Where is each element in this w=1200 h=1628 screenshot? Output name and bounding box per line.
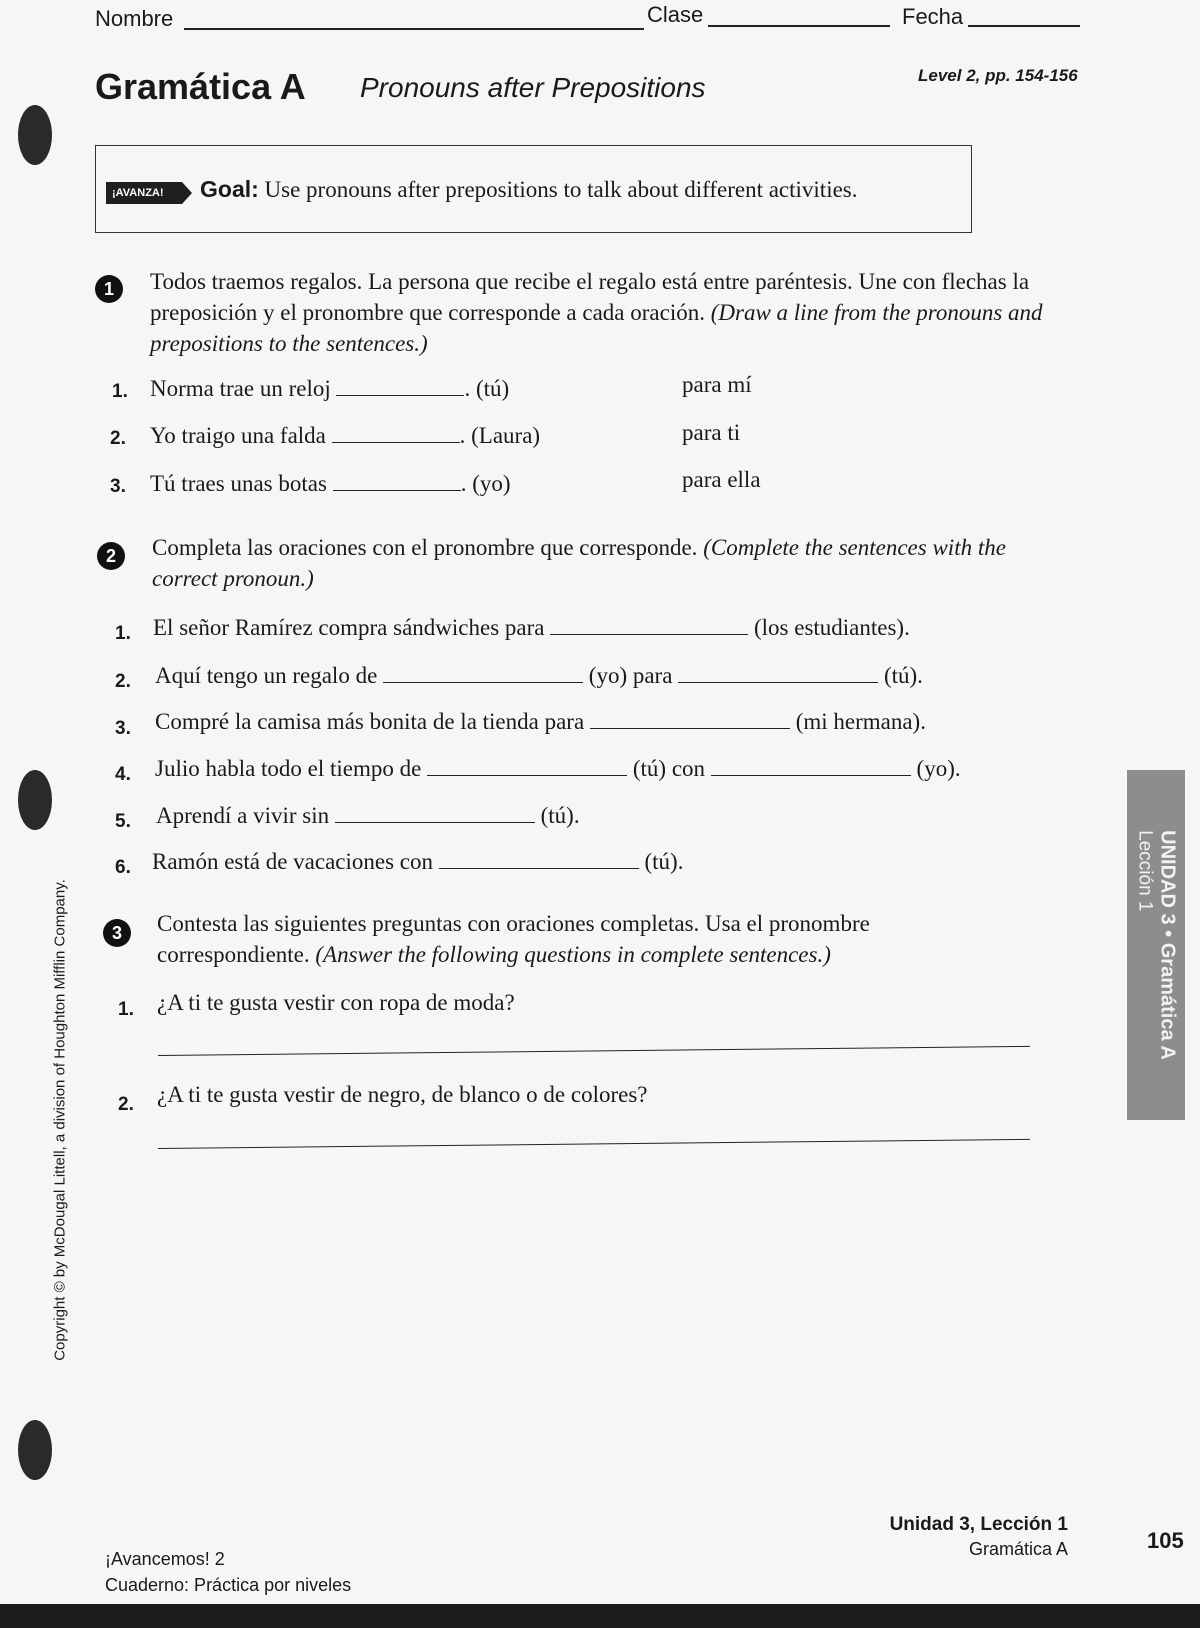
s1-item-blank[interactable] <box>332 422 460 443</box>
s3-item-question: ¿A ti te gusta vestir con ropa de moda? <box>157 990 515 1015</box>
binder-hole <box>18 105 52 165</box>
s2-item-blank[interactable] <box>427 755 627 776</box>
s1-item-sentence: Norma trae un reloj <box>150 376 331 401</box>
s3-answer-line[interactable] <box>158 1046 1030 1056</box>
s2-item-part: Ramón está de vacaciones con <box>152 849 433 874</box>
side-tab-unit: UNIDAD 3 • Gramática A <box>1156 830 1179 1060</box>
avanza-badge: ¡AVANZA! <box>106 182 182 204</box>
footer-unit: Unidad 3, Lección 1 <box>889 1514 1068 1535</box>
page-subtitle: Pronouns after Prepositions <box>360 72 706 103</box>
s2-item-blank[interactable] <box>439 848 639 869</box>
s2-item-part: (tú). <box>644 849 684 874</box>
s1-item-hint: . (Laura) <box>459 423 541 448</box>
s1-option[interactable]: para ti <box>682 420 741 445</box>
s2-item-blank[interactable] <box>335 802 535 823</box>
footer-unit-info <box>890 1512 1068 1561</box>
nombre-label: Nombre <box>95 6 174 31</box>
s2-item-number: 2. <box>115 671 131 692</box>
s2-item-part: (yo) para <box>588 663 673 688</box>
section-2-instruction-es: Completa las oraciones con el pronombre que corresponde. <box>152 535 698 560</box>
s3-item-number: 1. <box>118 999 134 1020</box>
fecha-label: Fecha <box>902 4 964 29</box>
s2-item-part: (los estudiantes). <box>753 615 910 640</box>
s1-item-number: 1. <box>112 381 128 402</box>
footer-book-info <box>105 1546 351 1598</box>
s1-option[interactable]: para ella <box>682 467 761 492</box>
side-tab-text <box>1134 830 1179 1060</box>
s2-item-blank[interactable] <box>711 755 911 776</box>
s1-item-number: 3. <box>110 476 126 497</box>
section-1-instruction-en: (Draw a line from the pronouns and prepositions to the sentences.) <box>150 300 1043 356</box>
section-2-instructions <box>152 532 1072 594</box>
s3-item-question: ¿A ti te gusta vestir de negro, de blanco o de colores? <box>157 1082 648 1107</box>
fecha-field[interactable] <box>968 25 1080 27</box>
s1-item-text <box>150 422 540 449</box>
s1-option[interactable]: para mí <box>682 372 752 397</box>
s1-item-hint: . (yo) <box>460 471 511 496</box>
footer-workbook-title: Cuaderno: Práctica por niveles <box>105 1575 352 1595</box>
s2-item-part: Aprendí a vivir sin <box>156 803 330 828</box>
s2-item-part: (mi hermana). <box>795 709 926 734</box>
nombre-field[interactable] <box>184 28 644 30</box>
s1-item-blank[interactable] <box>336 375 464 396</box>
copyright-notice: Copyright © by McDougal Littell, a division of Houghton Mifflin Company. <box>51 879 69 1361</box>
s1-item-sentence: Yo traigo una falda <box>150 423 326 448</box>
section-3-instruction-es: Contesta las siguientes preguntas con oraciones completas. Usa el pronombre correspondiente. <box>157 911 870 967</box>
s2-item-text <box>152 848 683 875</box>
binder-hole <box>18 1420 52 1480</box>
s2-item-text <box>155 662 923 689</box>
section-1-instruction-es: Todos traemos regalos. La persona que recibe el regalo está entre paréntesis. Une con flechas la preposición y el pronombre que corresponde a cada oración. <box>150 269 1030 325</box>
level-reference: Level 2, pp. 154-156 <box>918 66 1078 85</box>
footer-book-title: ¡Avancemos! 2 <box>105 1549 225 1569</box>
s3-answer-line[interactable] <box>158 1139 1030 1149</box>
s2-item-part: (yo). <box>916 756 961 781</box>
s1-item-text <box>150 375 509 402</box>
section-3-number: 3 <box>103 919 131 947</box>
s2-item-blank[interactable] <box>550 614 748 635</box>
s2-item-number: 4. <box>115 764 131 785</box>
s1-item-hint: . (tú) <box>464 376 510 401</box>
s2-item-text <box>155 708 926 735</box>
page-title: Gramática A <box>95 66 306 107</box>
s2-item-blank[interactable] <box>590 708 790 729</box>
s2-item-text <box>153 614 910 641</box>
clase-label: Clase <box>647 2 704 27</box>
s1-item-blank[interactable] <box>333 470 461 491</box>
section-3-instruction-en: (Answer the following questions in complete sentences.) <box>315 942 831 967</box>
goal-box <box>95 145 972 233</box>
s3-item-number: 2. <box>118 1094 134 1115</box>
binder-hole <box>18 770 52 830</box>
s2-item-part: El señor Ramírez compra sándwiches para <box>153 615 545 640</box>
footer-section: Gramática A <box>968 1539 1068 1559</box>
section-2-number: 2 <box>97 542 125 570</box>
s1-item-number: 2. <box>110 428 126 449</box>
s2-item-blank[interactable] <box>383 662 583 683</box>
section-2-instruction-en: (Complete the sentences with the correct pronoun.) <box>152 535 1006 591</box>
section-1-instructions <box>150 266 1070 359</box>
s2-item-number: 3. <box>115 718 131 739</box>
s2-item-number: 5. <box>115 811 131 832</box>
s2-item-part: Julio habla todo el tiempo de <box>155 756 422 781</box>
goal-label: Goal: <box>200 176 259 202</box>
s2-item-text <box>156 802 580 829</box>
clase-field[interactable] <box>708 25 890 27</box>
goal-text <box>200 176 858 203</box>
goal-description: Use pronouns after prepositions to talk about different activities. <box>264 177 858 202</box>
s1-item-sentence: Tú traes unas botas <box>150 471 327 496</box>
section-1-number: 1 <box>95 275 123 303</box>
s2-item-text <box>155 755 961 782</box>
s2-item-number: 6. <box>115 857 131 878</box>
s2-item-part: (tú). <box>540 803 580 828</box>
s2-item-number: 1. <box>115 623 131 644</box>
s2-item-part: Aquí tengo un regalo de <box>155 663 378 688</box>
s2-item-part: (tú) con <box>632 756 706 781</box>
section-3-instructions <box>157 908 957 970</box>
s2-item-blank[interactable] <box>678 662 878 683</box>
side-tab-lesson: Lección 1 <box>1134 830 1156 912</box>
page-bottom-edge <box>0 1604 1200 1628</box>
avanza-arrow-icon <box>182 182 192 204</box>
page-number: 105 <box>1147 1528 1184 1553</box>
s1-item-text <box>150 470 511 497</box>
s2-item-part: (tú). <box>883 663 923 688</box>
s2-item-part: Compré la camisa más bonita de la tienda para <box>155 709 585 734</box>
